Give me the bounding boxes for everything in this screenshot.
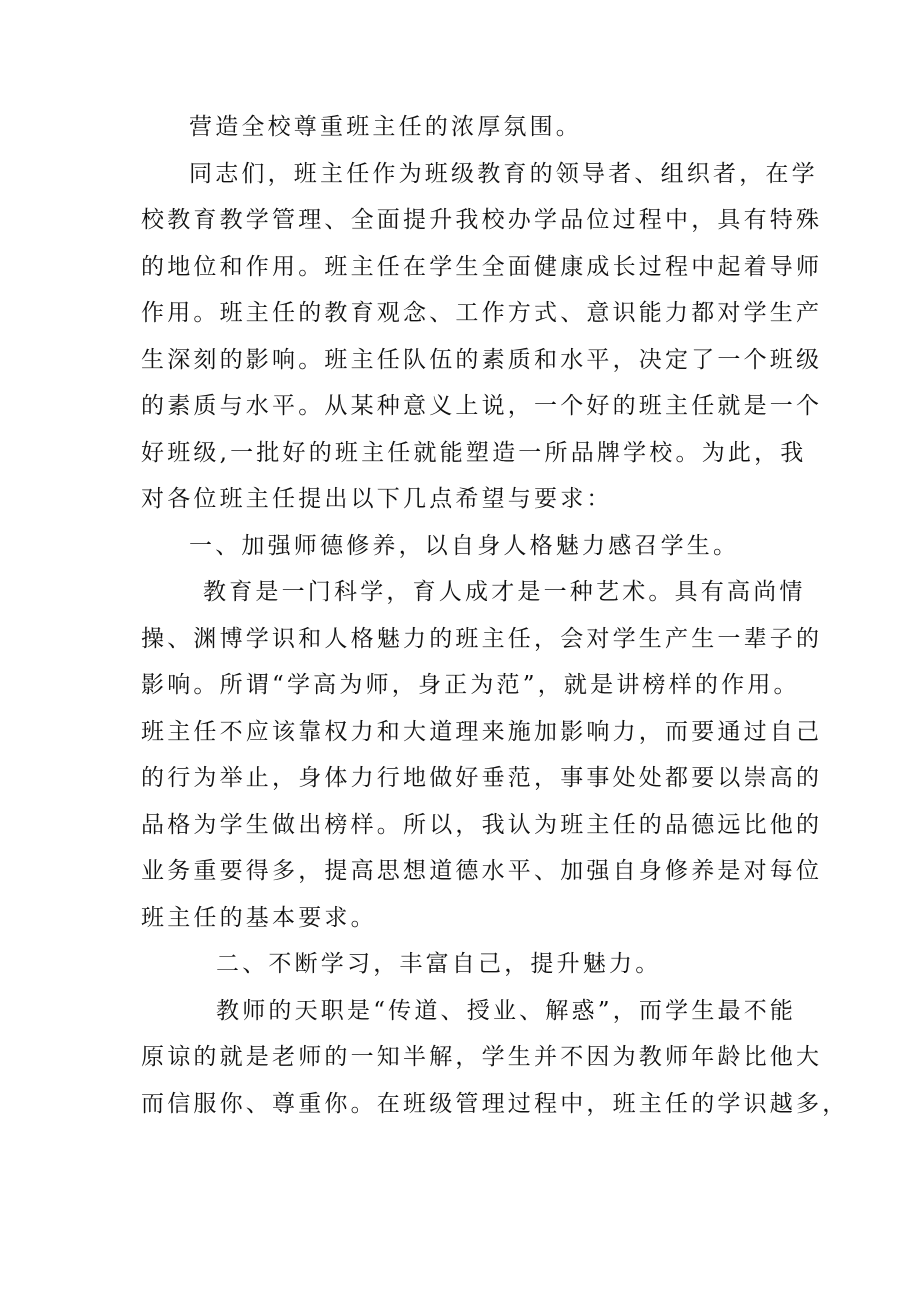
text-line: 的素质与水平。从某种意义上说，一个好的班主任就是一个 xyxy=(141,393,823,419)
text-line: 营造全校尊重班主任的浓厚氛围。 xyxy=(189,114,582,140)
text-line: 原谅的就是老师的一知半解，学生并不因为教师年龄比他大 xyxy=(141,1044,823,1070)
text-line: 而信服你、尊重你。在班级管理过程中，班主任的学识越多， xyxy=(141,1090,849,1117)
text-line: 好班级,一批好的班主任就能塑造一所品牌学校。为此，我 xyxy=(141,439,807,466)
text-line: 生深刻的影响。班主任队伍的素质和水平，决定了一个班级 xyxy=(141,346,823,373)
paragraph-start: 同志们，班主任作为班级教育的领导者、组织者，在学 xyxy=(189,160,818,187)
text-line: 业务重要得多，提高思想道德水平、加强自身修养是对每位 xyxy=(141,858,823,884)
section-heading-1: 一、加强师德修养，以自身人格魅力感召学生。 xyxy=(189,532,740,559)
text-line: 班主任的基本要求。 xyxy=(141,904,377,931)
paragraph-start: 教师的天职是“传道、授业、解惑”，而学生最不能 xyxy=(216,997,797,1024)
text-line: 操、渊博学识和人格魅力的班主任，会对学生产生一辈子的 xyxy=(141,625,823,652)
document-body xyxy=(141,104,849,1127)
text-line: 的行为举止，身体力行地做好垂范，事事处处都要以崇高的 xyxy=(141,765,823,791)
text-line: 作用。班主任的教育观念、工作方式、意识能力都对学生产 xyxy=(141,300,823,326)
section-heading-2: 二、不断学习，丰富自己，提升魅力。 xyxy=(216,951,662,977)
text-line: 班主任不应该靠权力和大道理来施加影响力，而要通过自己 xyxy=(141,718,823,745)
text-line: 影响。所谓“学高为师，身正为范”，就是讲榜样的作用。 xyxy=(141,672,800,698)
text-line: 的地位和作用。班主任在学生全面健康成长过程中起着导师 xyxy=(141,253,823,280)
text-line: 校教育教学管理、全面提升我校办学品位过程中，具有特殊 xyxy=(141,207,823,233)
text-line: 品格为学生做出榜样。所以，我认为班主任的品德远比他的 xyxy=(141,811,823,838)
text-line: 对各位班主任提出以下几点希望与要求： xyxy=(141,486,613,512)
paragraph-start: 教育是一门科学，育人成才是一种艺术。具有高尚情 xyxy=(203,579,806,605)
